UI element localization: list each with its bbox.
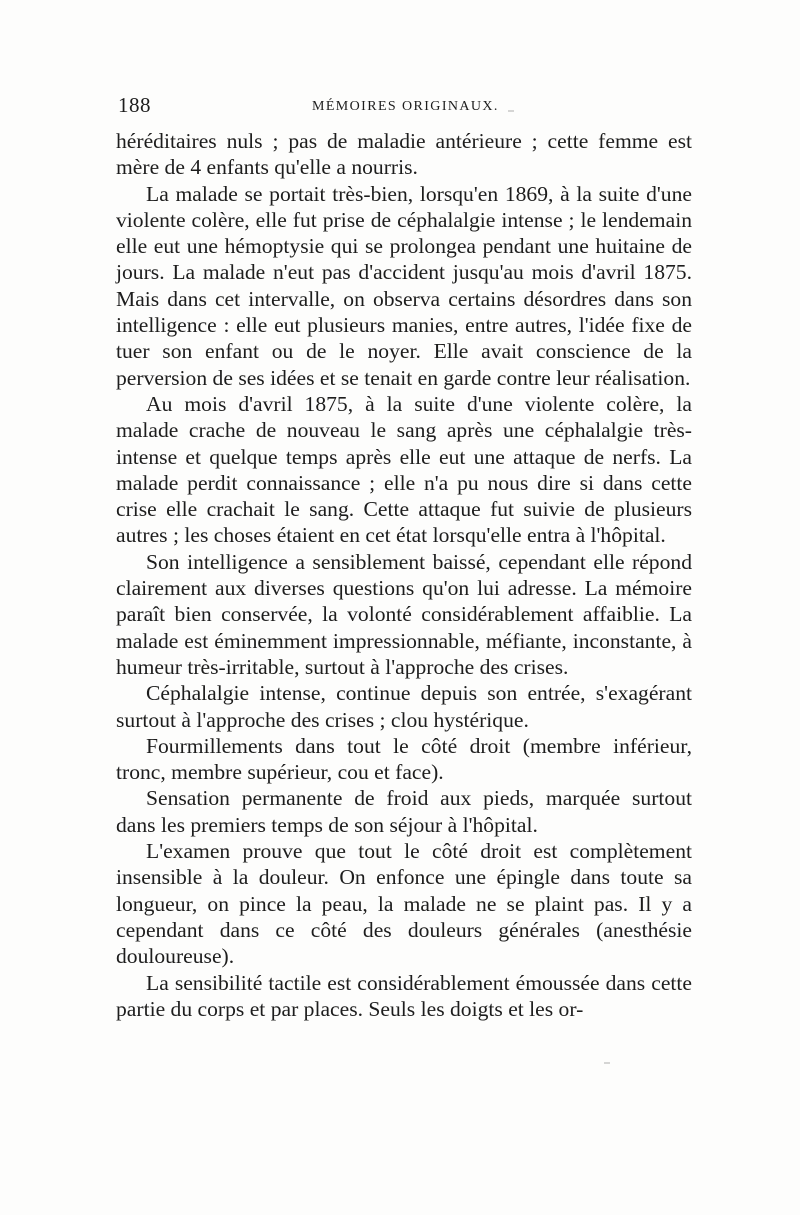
paragraph-intelligence: Son intelligence a sensiblement baissé, cependant elle répond clairement aux diverses questions qu'on lui adresse. La mémoire paraît bien conservée, la volonté considérablement affaiblie. La malade est éminemment impressionnable, méfiante, inconstante, à humeur très-irritable, surtout à l'approche des crises. xyxy=(116,549,692,679)
ink-speck xyxy=(508,110,514,112)
paragraph-april-1875: Au mois d'avril 1875, à la suite d'une violente colère, la malade crache de nouveau le sang après une céphalalgie très-intense et quelque temps après elle eut une attaque de nerfs. La malade perdit connaissance ; elle n'a pu nous dire si dans cette crise elle crachait le sang. Cette attaque fut suivie de plusieurs autres ; les choses étaient en cet état lorsqu'elle entra à l'hôpital. xyxy=(116,391,692,548)
paragraph-cold-sensation: Sensation permanente de froid aux pieds, marquée surtout dans les premiers temps de son séjour à l'hôpital. xyxy=(116,786,692,837)
paragraph-history: La malade se portait très-bien, lorsqu'en 1869, à la suite d'une violente colère, elle fut prise de céphalalgie intense ; le lendemain elle eut une hémoptysie qui se prolongea pendant une huitaine de jours. La malade n'eut pas d'accident jusqu'au mois d'avril 1875. Mais dans cet intervalle, on observa certains désordres dans son intelligence : elle eut plusieurs manies, entre autres, l'idée fixe de tuer son enfant ou de le noyer. Elle avait conscience de la perversion de ses idées et se tenait en garde contre leur réalisation. xyxy=(116,181,692,390)
paragraph-tingling: Fourmillements dans tout le côté droit (membre inférieur, tronc, membre supérieur, cou et face). xyxy=(116,733,692,785)
body-text xyxy=(116,128,692,1022)
page-header xyxy=(118,93,690,121)
paragraph-tactile-sensibility: La sensibilité tactile est considérablement émoussée dans cette partie du corps et par places. Seuls les doigts et les or- xyxy=(116,970,692,1021)
paragraph-continuation: héréditaires nuls ; pas de maladie antérieure ; cette femme est mère de 4 enfants qu'elle a nourris. xyxy=(116,129,692,180)
page-number: 188 xyxy=(118,93,151,117)
paragraph-cephalalgia: Céphalalgie intense, continue depuis son entrée, s'exagérant surtout à l'approche des crises ; clou hystérique. xyxy=(116,681,692,732)
running-head: MÉMOIRES ORIGINAUX. xyxy=(312,99,499,114)
paragraph-examination: L'examen prouve que tout le côté droit est complètement insensible à la douleur. On enfonce une épingle dans toute sa longueur, on pince la peau, la malade ne se plaint pas. Il y a cependant dans ce côté des douleurs générales (anesthésie douloureuse). xyxy=(116,839,692,969)
ink-speck xyxy=(604,1062,610,1064)
